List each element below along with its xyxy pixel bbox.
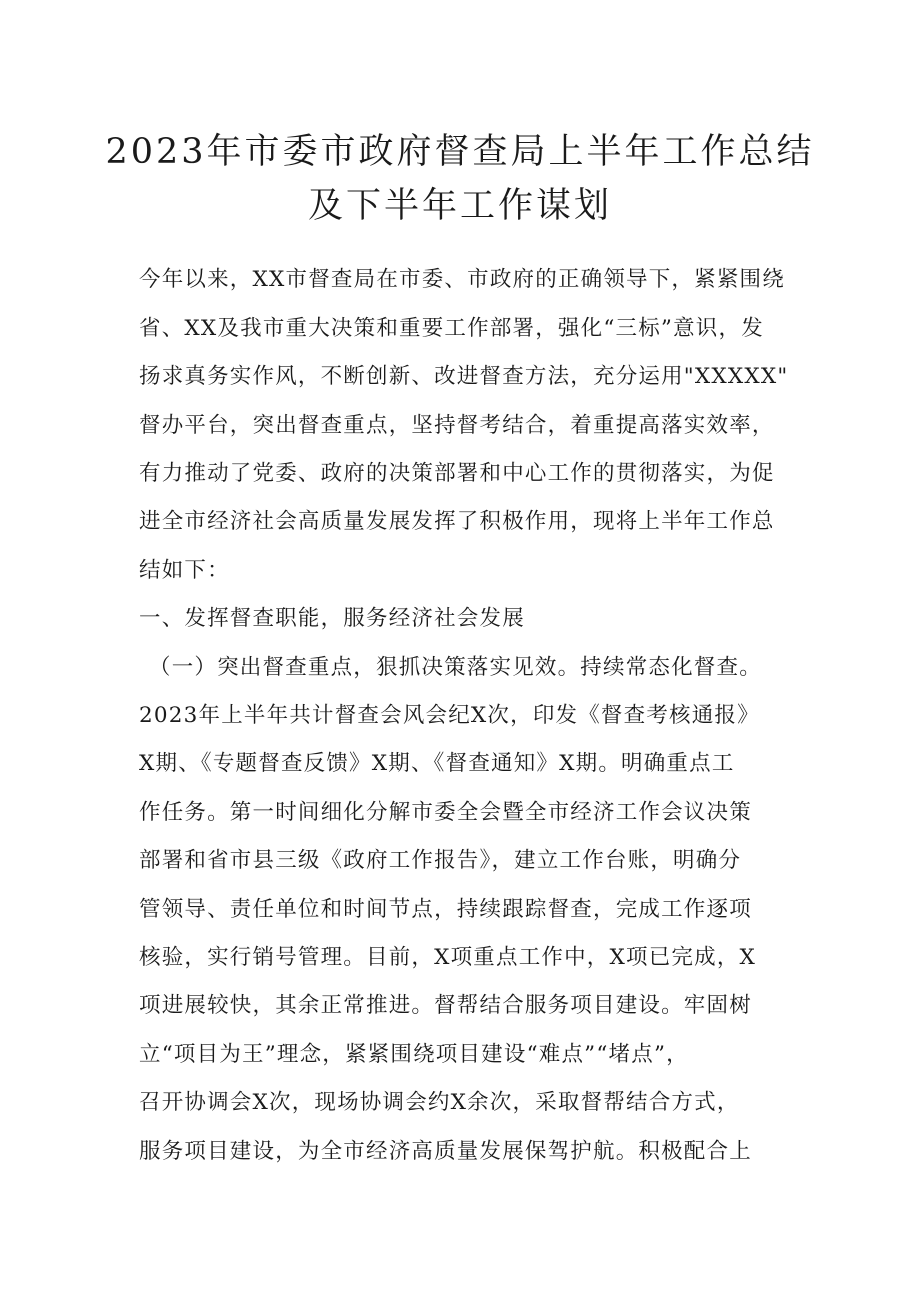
body-text-line: 今年以来，XX市督查局在市委、市政府的正确领导下，紧紧围绕 <box>139 267 785 292</box>
body-text-line: 督办平台，突出督查重点，坚持督考结合，着重提高落实效率， <box>139 413 775 438</box>
body-text-line: 进全市经济社会高质量发展发挥了积极作用，现将上半年工作总 <box>139 509 775 534</box>
body-text-line: 服务项目建设，为全市经济高质量发展保驾护航。积极配合上 <box>139 1139 752 1164</box>
body-text-line: 部署和省市县三级《政府工作报告》，建立工作台账，明确分 <box>139 848 742 873</box>
body-text-line: 召开协调会X次，现场协调会约X余次，采取督帮结合方式， <box>139 1090 740 1115</box>
body-text-line: 核验，实行销号管理。目前，X项重点工作中，X项已完成，X <box>139 945 757 970</box>
section-heading: 一、发挥督查职能，服务经济社会发展 <box>139 606 525 631</box>
body-text-line: 结如下： <box>139 558 230 583</box>
body-text-line: 2023年上半年共计督查会风会纪X次，印发《督查考核通报》 <box>139 703 760 728</box>
body-text-line: 管领导、责任单位和时间节点，持续跟踪督查，完成工作逐项 <box>139 897 752 922</box>
document-title-line-1: 2023年市委市政府督查局上半年工作总结 <box>105 132 815 172</box>
subsection-heading-line: （一）突出督查重点，狠抓决策落实见效。持续常态化督查。 <box>149 655 762 680</box>
body-text-line: 有力推动了党委、政府的决策部署和中心工作的贯彻落实，为促 <box>139 461 775 486</box>
body-text-line: 立“项目为王”理念，紧紧围绕项目建设“难点”“堵点”， <box>139 1042 689 1067</box>
body-text-line: 项进展较快，其余正常推进。督帮结合服务项目建设。牢固树 <box>139 993 752 1018</box>
body-text-line: 省、XX及我市重大决策和重要工作部署，强化“三标”意识，发 <box>139 316 764 341</box>
body-text-line: X期、《专题督查反馈》X期、《督查通知》X期。明确重点工 <box>139 751 735 776</box>
body-text-line: 作任务。第一时间细化分解市委全会暨全市经济工作会议决策 <box>139 800 752 825</box>
document-title-line-2: 及下半年工作谋划 <box>307 186 612 226</box>
body-text-line: 扬求真务实作风，不断创新、改进督查方法，充分运用"XXXXX" <box>139 364 789 389</box>
